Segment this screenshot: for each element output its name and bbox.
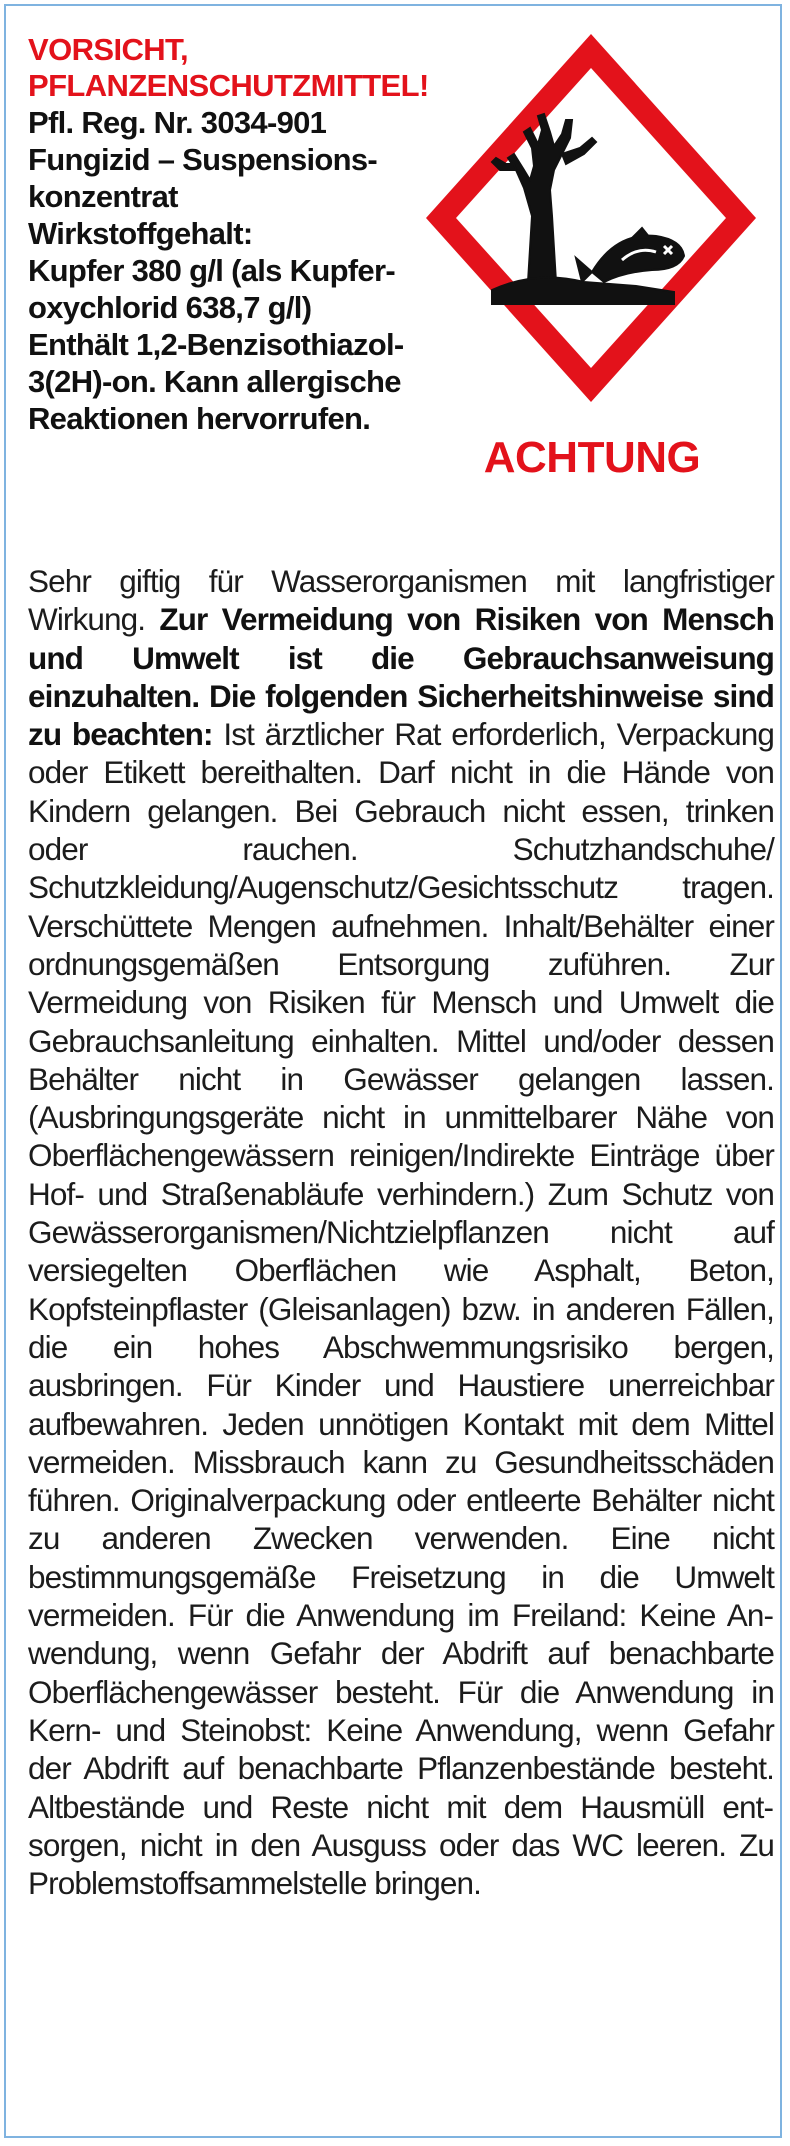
warning-line-2: PFLANZENSCHUTZMITTEL! <box>28 68 429 103</box>
product-label <box>4 4 782 2138</box>
product-type: Fungizid – Suspensionskonzentrat <box>28 142 378 214</box>
active-ingredient-value: Kupfer 380 g/l (als Kupferoxychlorid 638,7 g/l) <box>28 253 396 325</box>
environment-hazard-icon <box>416 20 766 440</box>
instructions-intro: Sehr giftig für Wasserorganismen mit langfristiger Wirkung. <box>28 563 774 638</box>
safety-instructions <box>28 562 774 1902</box>
warning-heading <box>28 32 468 104</box>
instructions-bold-notice: Zur Vermeidung von Risiken von Mensch und Umwelt ist die Gebrauchsanweisung einzuhalten. Die folgenden Sicherheitshinweise sind zu beachten: <box>28 601 775 753</box>
label-header <box>28 32 468 437</box>
registration-number: Pfl. Reg. Nr. 3034-901 <box>28 105 327 140</box>
warning-line-1: VORSICHT, <box>28 32 188 67</box>
allergen-notice: Enthält 1,2-Benzisothiazol-3(2H)-on. Kann allergische Reaktionen hervorrufen. <box>28 327 404 436</box>
signal-word: ACHTUNG <box>483 433 701 482</box>
instructions-details: Ist ärztlicher Rat erforderlich, Verpackung oder Etikett bereithalten. Darf nicht in die Hände von Kindern gelangen. Bei Gebrauch nicht essen, trinken oder rauchen. Schutzhandschuhe/ Schutzkleidung/Augenschutz/Gesichtsschutz tragen. Verschüttete Mengen aufnehmen. Inhalt/Behälter einer ordnungsgemäßen Entsorgung zuführen. Zur Vermeidung von Risiken für Mensch und Umwelt die Gebrauchsanleitung einhalten. Mittel und/oder dessen Behälter nicht in Gewässer gelangen lassen. (Ausbringungsgeräte nicht in unmittelbarer Nähe von Oberflächengewässern reinigen/Indirekte Einträge über Hof- und Straßenabläufe verhindern.) Zum Schutz von Gewässerorganismen/Nichtzielpflanzen nicht auf versiegelten Oberflächen wie Asphalt, Beton, Kopfsteinpflaster (Gleisanlagen) bzw. in anderen Fällen, die ein hohes Abschwemmungsrisiko bergen, ausbringen. Für Kinder und Haustiere unerreichbar aufbewahren. Jeden unnötigen Kontakt mit dem Mittel vermeiden. Missbrauch kann zu Gesundheitsschäden führen. Originalverpackung oder entleerte Behälter nicht zu anderen Zwecken verwenden. Eine nicht bestimmungsgemäße Freisetzung in die Umwelt vermeiden. Für die Anwendung im Freiland: Keine Anwendung, wenn Gefahr der Abdrift auf benachbarte Oberflächengewässer besteht. Für die Anwendung in Kern- und Steinobst: Keine Anwendung, wenn Gefahr der Abdrift auf benachbarte Pflanzenbestände besteht. Altbestände und Reste nicht mit dem Hausmüll entsorgen, nicht in den Ausguss oder das WC leeren. Zu Problemstoffsammelstelle bringen. <box>28 716 774 1902</box>
active-ingredient-label: Wirkstoffgehalt: <box>28 216 253 251</box>
